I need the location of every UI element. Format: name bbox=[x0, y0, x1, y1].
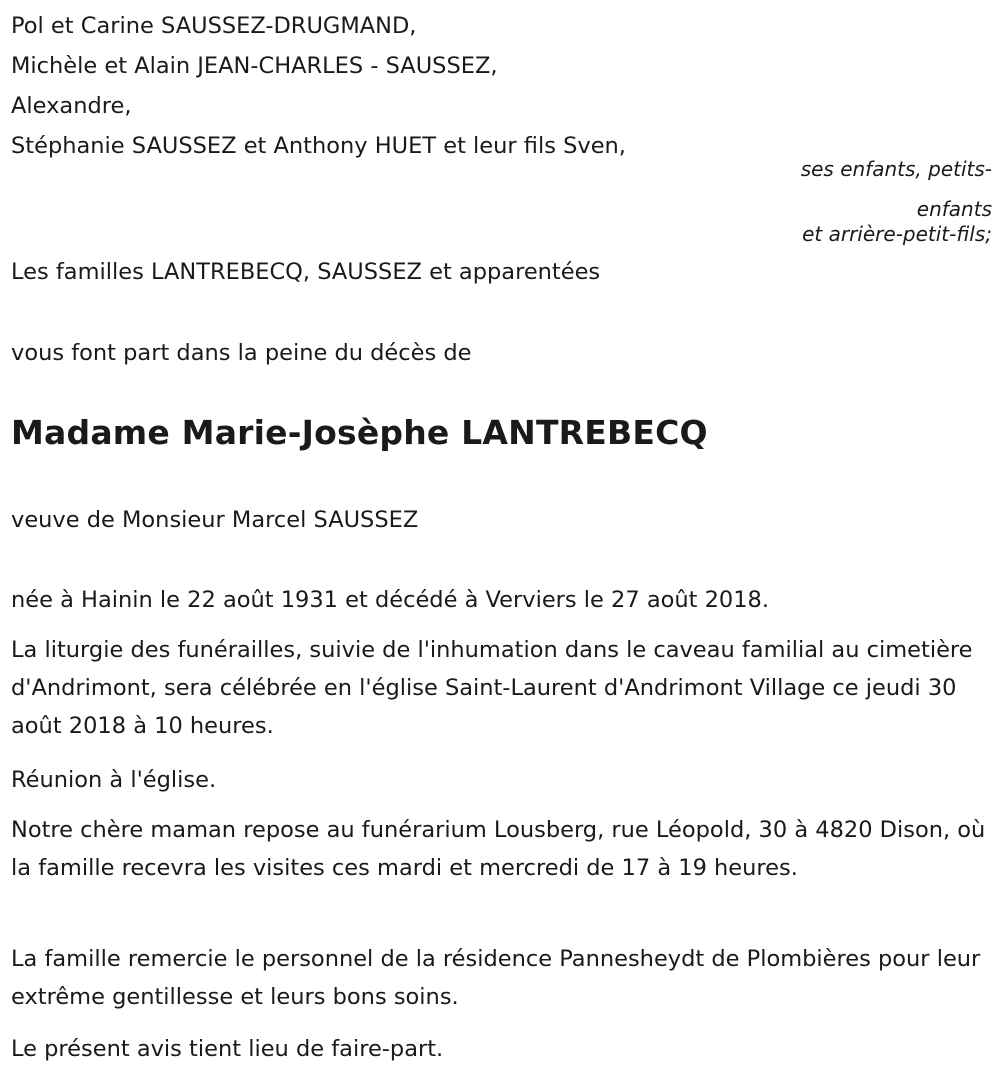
family-member-line: Michèle et Alain JEAN-CHARLES - SAUSSEZ, bbox=[11, 53, 498, 79]
deceased-name: Madame Marie-Josèphe LANTREBECQ bbox=[11, 413, 708, 452]
funeral-paragraph: La liturgie des funérailles, suivie de l'inhumation dans le caveau familial au cimetière d'Andrimont, sera célébrée en l'église Saint-Laurent d'Andrimont Village ce jeudi 30 août 2018 à 10 heures. bbox=[11, 637, 973, 739]
closing-paragraph: Le présent avis tient lieu de faire-part. bbox=[11, 1036, 444, 1062]
family-member-line: Stéphanie SAUSSEZ et Anthony HUET et leur fils Sven, bbox=[11, 133, 626, 159]
announcement-line: vous font part dans la peine du décès de bbox=[11, 340, 472, 366]
thanks-paragraph: La famille remercie le personnel de la résidence Pannesheydt de Plombières pour leur extrême gentillesse et leurs bons soins. bbox=[11, 946, 981, 1010]
relation-label-line: ses enfants, petits- bbox=[800, 157, 992, 181]
family-member-line: Alexandre, bbox=[11, 93, 132, 119]
widow-of-line: veuve de Monsieur Marcel SAUSSEZ bbox=[11, 507, 419, 533]
relation-label-line: enfants bbox=[916, 197, 992, 221]
families-line: Les familles LANTREBECQ, SAUSSEZ et apparentées bbox=[11, 259, 601, 285]
funerarium-paragraph: Notre chère maman repose au funérarium Lousberg, rue Léopold, 30 à 4820 Dison, où la famille recevra les visites ces mardi et mercredi de 17 à 19 heures. bbox=[11, 817, 986, 881]
family-members-list bbox=[11, 6, 626, 166]
meeting-paragraph: Réunion à l'église. bbox=[11, 767, 217, 793]
relation-label-line: et arrière-petit-fils; bbox=[802, 222, 992, 246]
family-member-line: Pol et Carine SAUSSEZ-DRUGMAND, bbox=[11, 13, 417, 39]
birth-death-paragraph: née à Hainin le 22 août 1931 et décédé à Verviers le 27 août 2018. bbox=[11, 587, 770, 613]
